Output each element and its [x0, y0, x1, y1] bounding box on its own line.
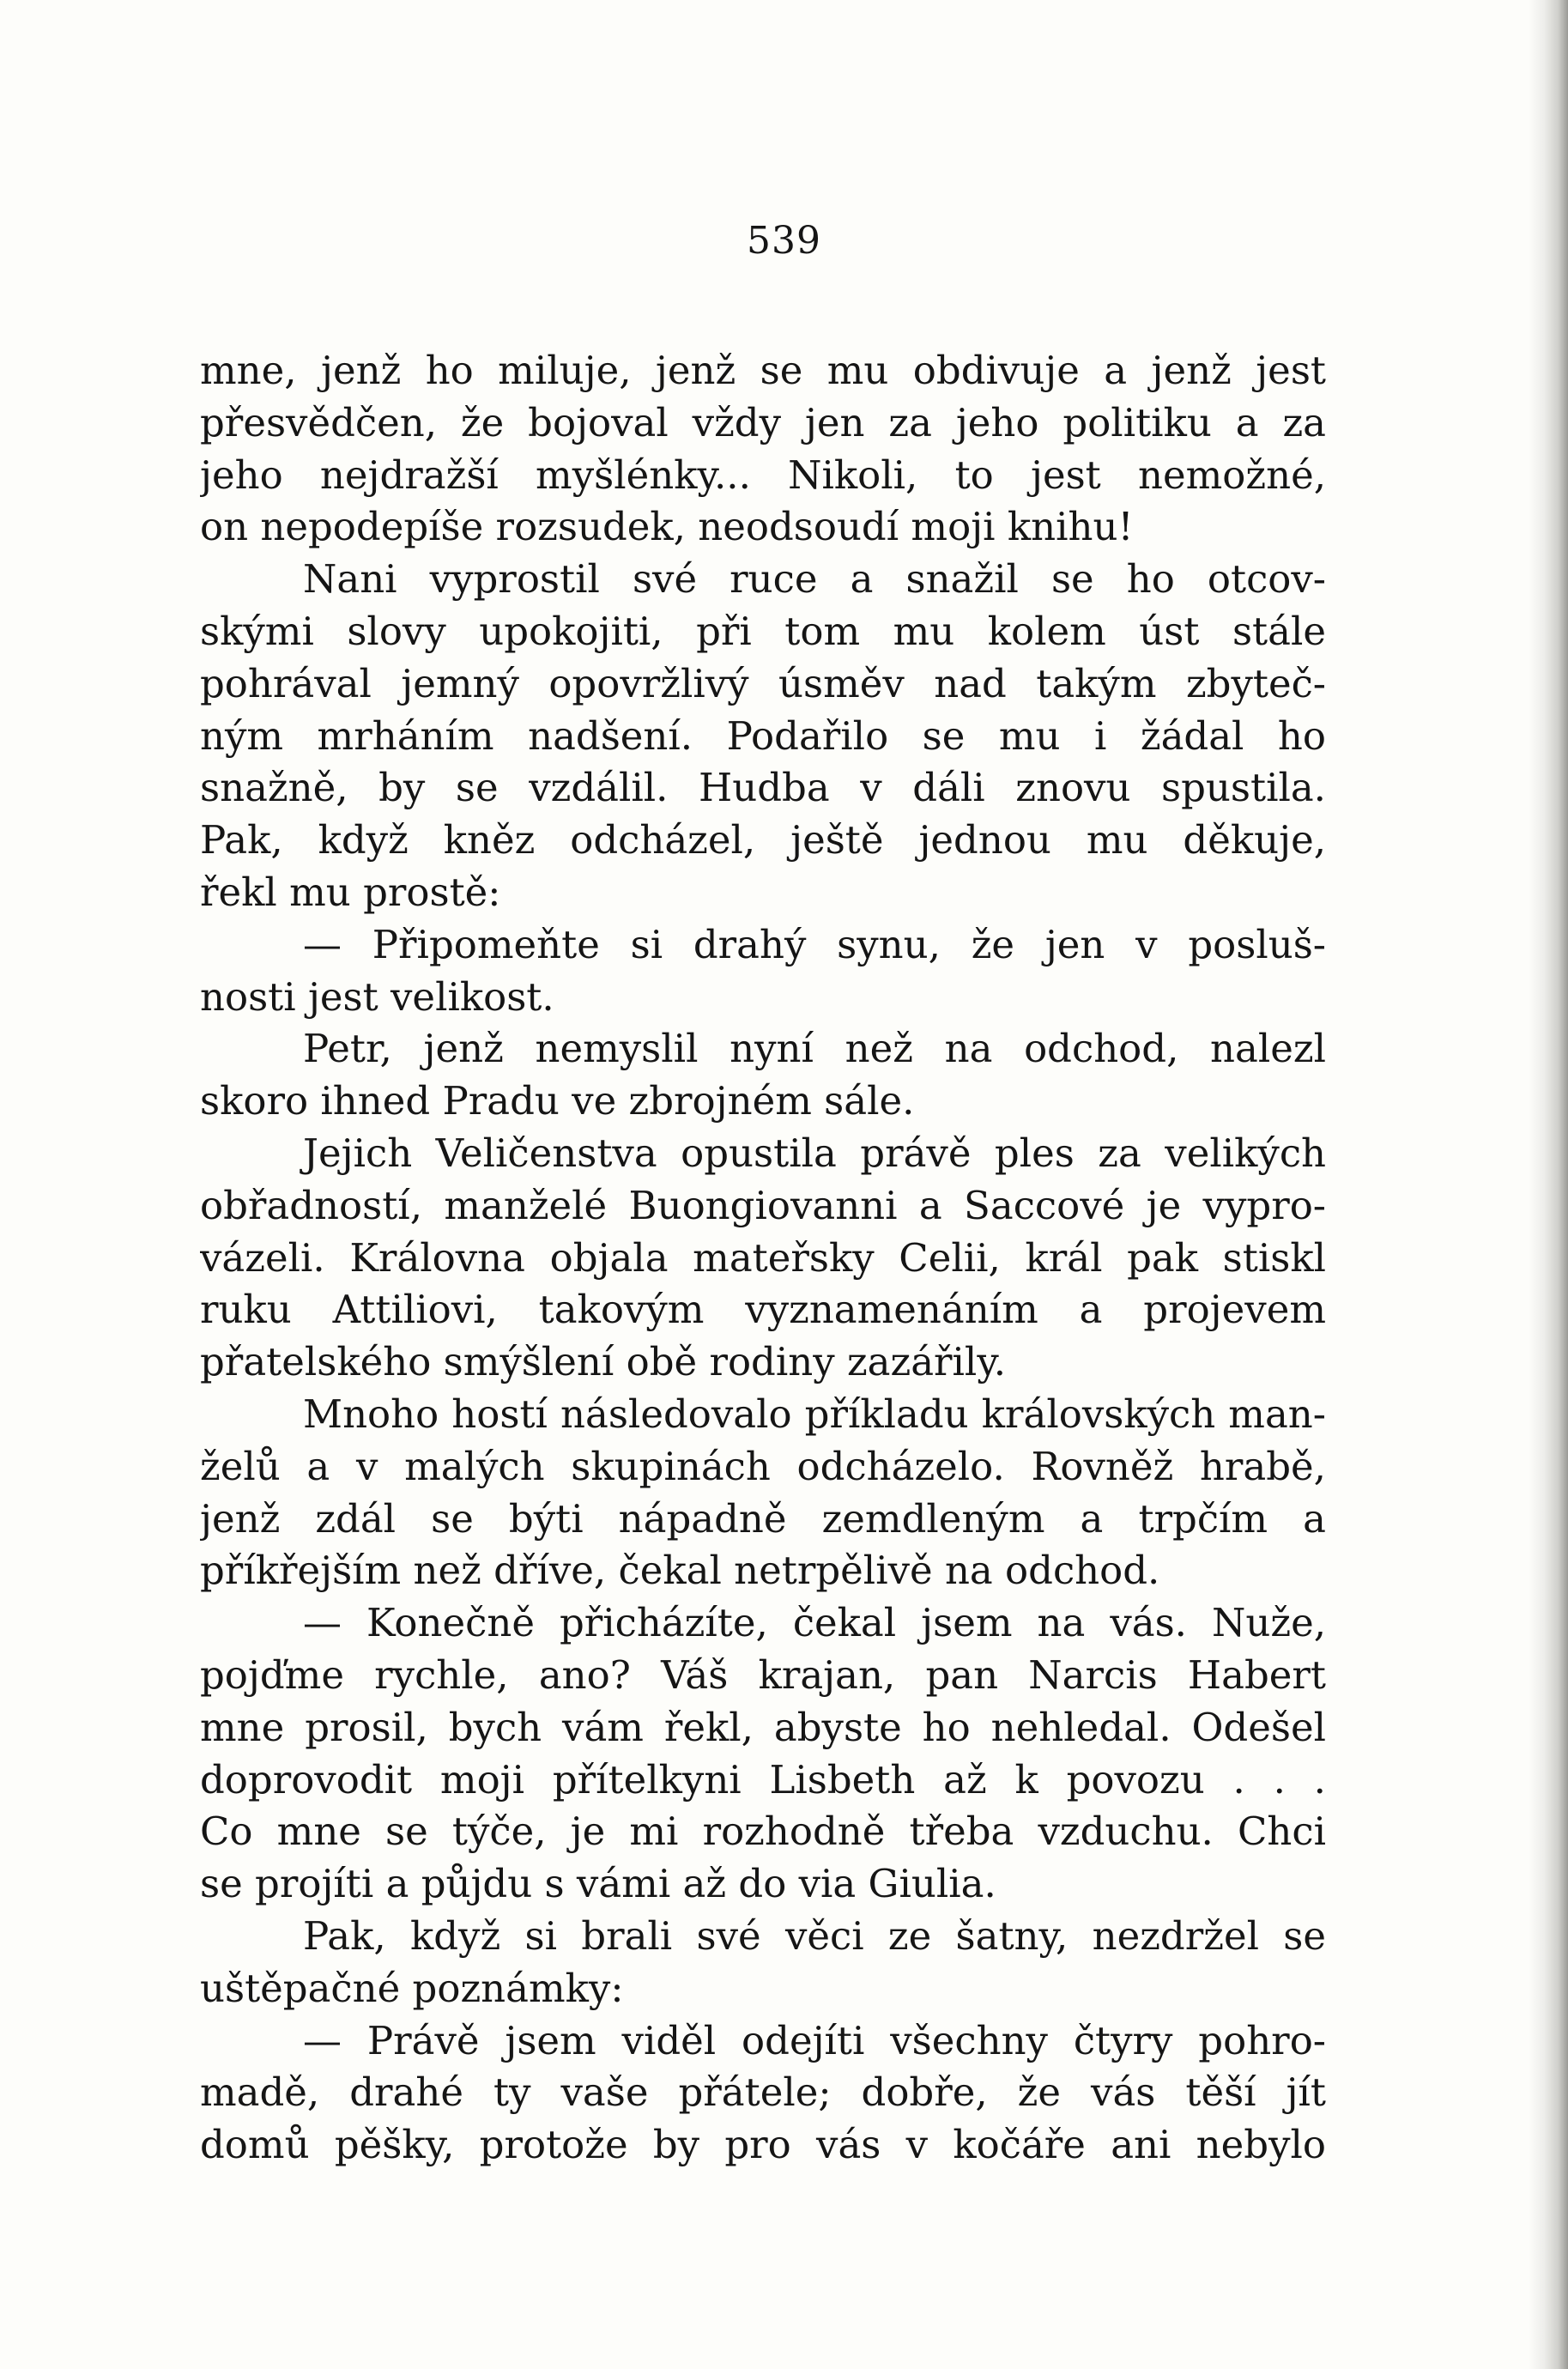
text-line: Jejich Veličenstva opustila právě ples za velikých	[303, 1130, 1326, 1176]
text-line: Co mne se týče, je mi rozhodně třeba vzduchu. Chci	[200, 1809, 1326, 1855]
text-line: Pak, když si brali své věci ze šatny, nezdržel se	[303, 1912, 1326, 1959]
page-number: 539	[747, 219, 821, 263]
text-line: on nepodepíše rozsudek, neodsoudí moji knihu!	[200, 504, 1134, 550]
text-line: jeho nejdražší myšlénky... Nikoli, to jest nemožné,	[200, 451, 1326, 498]
text-line: se projíti a půjdu s vámi až do via Giulia.	[200, 1861, 996, 1907]
text-line: mne prosil, bych vám řekl, abyste ho nehledal. Odešel	[200, 1704, 1326, 1750]
text-line: Petr, jenž nemyslil nyní než na odchod, nalezl	[303, 1026, 1326, 1072]
text-line: obřadností, manželé Buongiovanni a Saccové je vypro-	[200, 1182, 1326, 1228]
text-line: želů a v malých skupinách odcházelo. Rovněž hrabě,	[200, 1443, 1326, 1489]
text-line: skoro ihned Pradu ve zbrojném sále.	[200, 1078, 915, 1124]
text-line: — Konečně přicházíte, čekal jsem na vás. Nuže,	[303, 1600, 1326, 1646]
text-line: jenž zdál se býti nápadně zemdleným a trpčím a	[200, 1495, 1326, 1542]
text-line: uštěpačné poznámky:	[200, 1965, 624, 2011]
text-line: skými slovy upokojiti, při tom mu kolem úst stále	[200, 608, 1326, 654]
text-line: Pak, když kněz odcházel, ještě jednou mu děkuje,	[200, 817, 1326, 863]
text-line: ruku Attiliovi, takovým vyznamenáním a projevem	[200, 1287, 1326, 1333]
text-line: Mnoho hostí následovalo příkladu královských man-	[303, 1390, 1326, 1437]
text-line: — Právě jsem viděl odejíti všechny čtyry pohro-	[303, 2017, 1326, 2063]
text-line: madě, drahé ty vaše přátele; dobře, že vás těší jít	[200, 2069, 1326, 2116]
text-line: řekl mu prostě:	[200, 869, 501, 915]
page-edge-shadow	[1529, 0, 1568, 2369]
text-line: mne, jenž ho miluje, jenž se mu obdivuje a jenž jest	[200, 348, 1326, 393]
text-line: snažně, by se vzdálil. Hudba v dáli znovu spustila.	[200, 765, 1326, 811]
text-line: ným mrháním nadšení. Podařilo se mu i žádal ho	[200, 712, 1326, 759]
text-line: doprovodit moji přítelkyni Lisbeth až k povozu . . .	[200, 1756, 1326, 1802]
text-line: pohrával jemný opovržlivý úsměv nad takým zbyteč-	[200, 660, 1326, 706]
text-line: nosti jest velikost.	[200, 973, 554, 1020]
text-line: vázeli. Královna objala mateřsky Celii, král pak stiskl	[200, 1234, 1326, 1281]
text-line: přesvědčen, že bojoval vždy jen za jeho politiku a za	[200, 399, 1326, 445]
text-line: pojďme rychle, ano? Váš krajan, pan Narcis Habert	[200, 1651, 1326, 1698]
text-line: domů pěšky, protože by pro vás v kočáře ani nebylo	[200, 2122, 1326, 2168]
text-line: Nani vyprostil své ruce a snažil se ho otcov-	[303, 556, 1326, 603]
text-line: — Připomeňte si drahý synu, že jen v posluš-	[303, 921, 1326, 967]
text-line: přatelského smýšlení obě rodiny zazářily.	[200, 1339, 1007, 1385]
text-line: příkřejším než dříve, čekal netrpělivě na odchod.	[200, 1548, 1160, 1594]
body-text	[200, 345, 1326, 2172]
